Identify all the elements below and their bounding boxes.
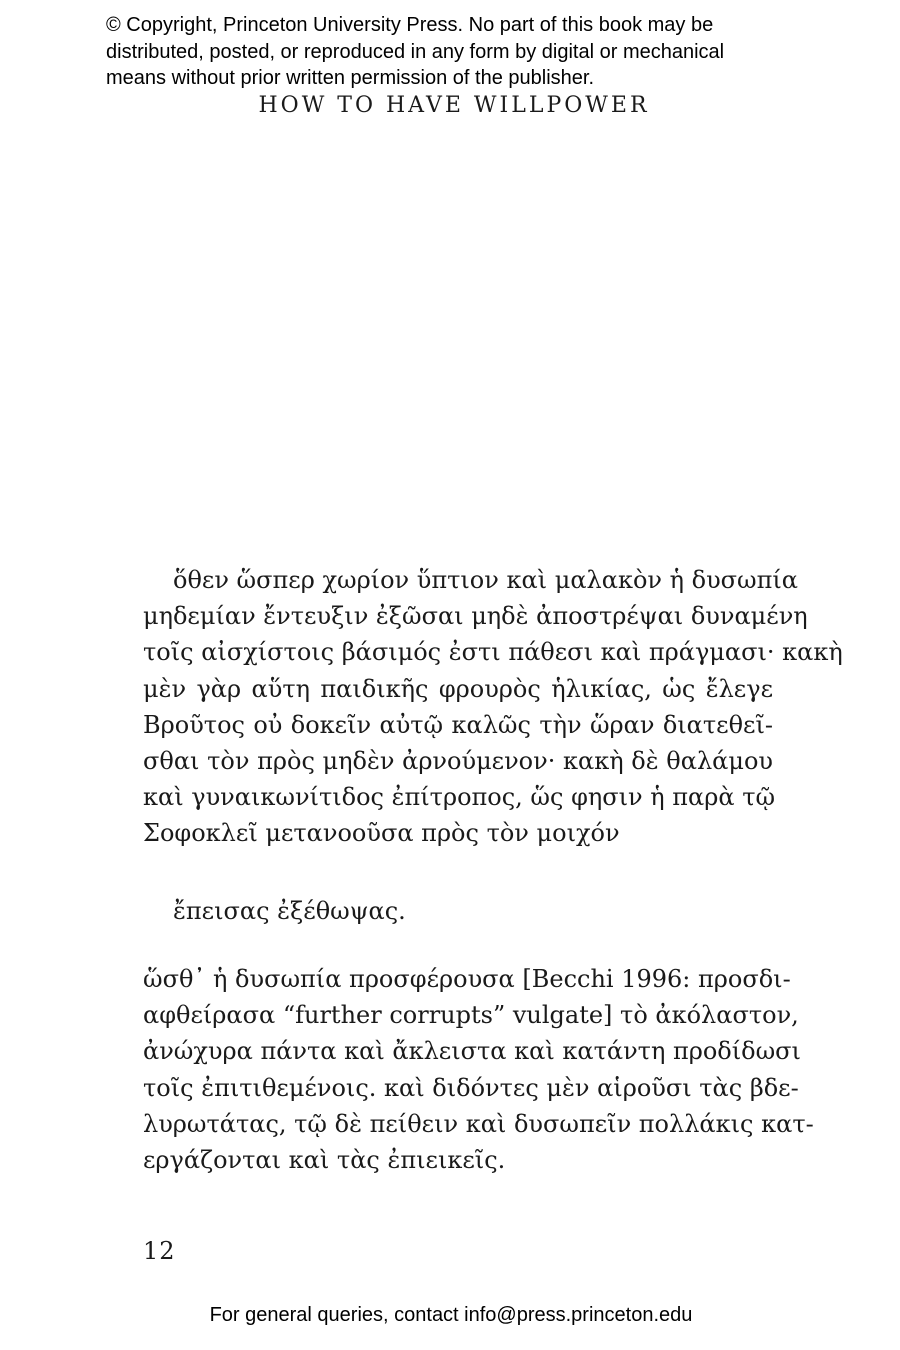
footer-contact: For general queries, contact info@press.princeton.edu (209, 1304, 693, 1326)
page-number: 12 (143, 1237, 176, 1265)
greek-paragraph-1 (143, 562, 843, 852)
copyright-line: distributed, posted, or reproduced in any form by digital or mechanical (106, 40, 725, 63)
text-line: μηδεμίαν ἔντευξιν ἐξῶσαι μηδὲ ἀποστρέψαι δυναμένη (143, 602, 808, 631)
copyright-line: means without prior written permission of the publisher. (106, 67, 595, 89)
copyright-notice (106, 12, 866, 92)
text-line: αφθείρασα “further corrupts” vulgate] τὸ ἀκόλαστον, (143, 1001, 799, 1030)
running-head: HOW TO HAVE WILLPOWER (258, 93, 650, 118)
text-line: καὶ γυναικωνίτιδος ἐπίτροπος, ὥς φησιν ἡ παρὰ τῷ (143, 783, 776, 812)
text-line: σθαι τὸν πρὸς μηδὲν ἀρνούμενον· κακὴ δὲ θαλάμου (143, 747, 773, 776)
text-line: εργάζονται καὶ τὰς ἐπιεικεῖς. (143, 1146, 506, 1175)
greek-paragraph-2 (143, 961, 814, 1178)
verse-line: ἔπεισας ἐξέθωψας. (173, 897, 406, 925)
text-line: ἀνώχυρα πάντα καὶ ἄκλειστα καὶ κατάντη προδίδωσι (143, 1037, 801, 1066)
text-line: λυρωτάτας, τῷ δὲ πείθειν καὶ δυσωπεῖν πολλάκις κατ- (143, 1109, 814, 1138)
verse-quotation (143, 893, 773, 929)
text-line: ὅθεν ὥσπερ χωρίον ὕπτιον καὶ μαλακὸν ἡ δυσωπία (173, 566, 798, 594)
text-line: Σοφοκλεῖ μετανοοῦσα πρὸς τὸν μοιχόν (143, 819, 620, 848)
copyright-line: © Copyright, Princeton University Press. No part of this book may be (106, 14, 714, 36)
text-line: τοῖς ἐπιτιθεμένοις. καὶ διδόντες μὲν αἱροῦσι τὰς βδε- (143, 1073, 799, 1102)
text-line: ὥσθ᾽ ἡ δυσωπία προσφέρουσα [Becchi 1996: προσδι- (143, 965, 791, 993)
text-line: τοῖς αἰσχίστοις βάσιμός ἐστι πάθεσι καὶ πράγμασι· κακὴ (143, 638, 843, 667)
text-line: μὲν γὰρ αὕτη παιδικῆς φρουρὸς ἡλικίας, ὡς ἔλεγε (143, 674, 773, 703)
text-line: Βροῦτος οὐ δοκεῖν αὐτῷ καλῶς τὴν ὥραν διατεθεῖ- (143, 710, 773, 739)
